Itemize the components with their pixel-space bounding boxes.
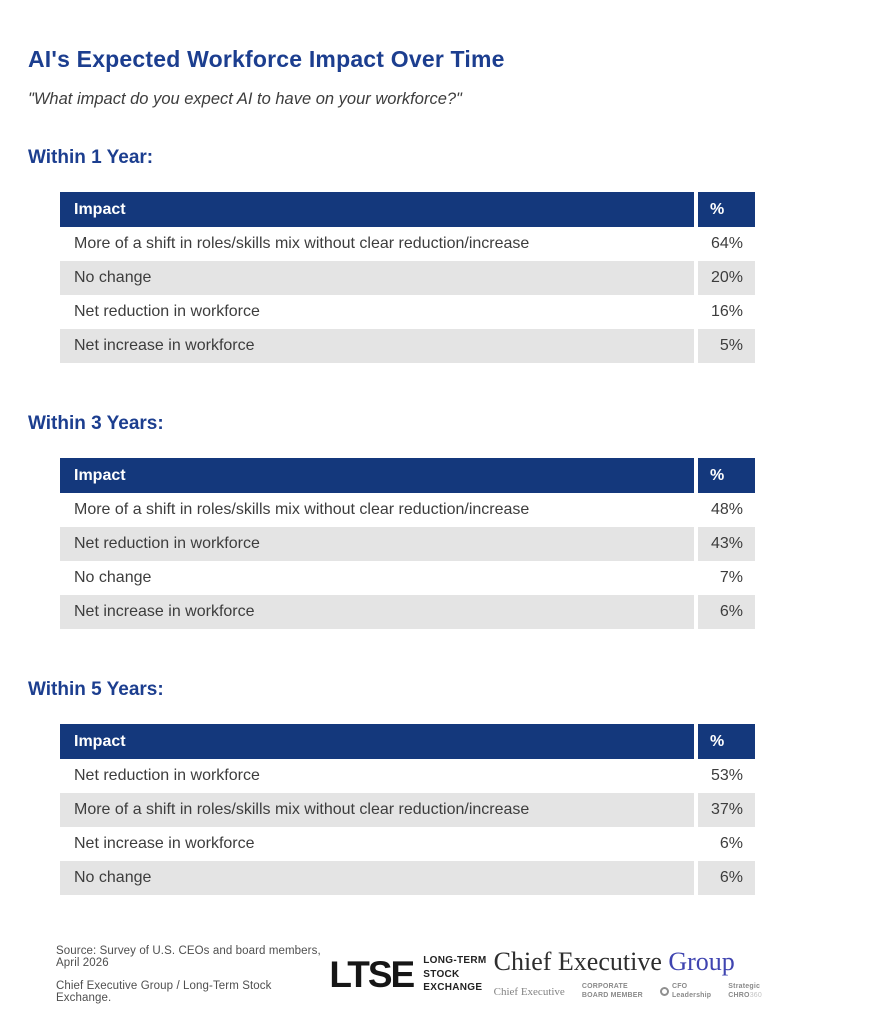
corporate-board-member-line-2: BOARD MEMBER xyxy=(581,991,643,999)
page-title: AI's Expected Workforce Impact Over Time xyxy=(28,46,505,72)
percent-cell: 53% xyxy=(696,759,755,793)
impact-cell: Net increase in workforce xyxy=(60,827,696,861)
impact-cell: Net reduction in workforce xyxy=(60,759,696,793)
table-row xyxy=(60,861,755,895)
cfo-leadership-text xyxy=(672,983,711,1001)
column-header-impact: Impact xyxy=(60,192,696,227)
percent-cell: 16% xyxy=(696,295,755,329)
section-heading: Within 5 Years: xyxy=(28,679,164,700)
impact-table-5-years xyxy=(60,724,755,895)
table-row xyxy=(60,261,755,295)
corporate-board-member-line-1: CORPORATE xyxy=(581,982,628,990)
footer xyxy=(28,945,857,1004)
percent-cell: 6% xyxy=(696,861,755,895)
table-row xyxy=(60,793,755,827)
strategic-chro-line-2 xyxy=(728,992,762,1001)
impact-cell: No change xyxy=(60,561,696,595)
impact-cell: More of a shift in roles/skills mix without clear reduction/increase xyxy=(60,793,696,827)
percent-cell: 7% xyxy=(696,561,755,595)
cfo-leadership-line-1: CFO xyxy=(671,982,688,990)
ceg-wordmark-dark: Chief Executive xyxy=(493,946,662,976)
source-line-2: Chief Executive Group / Long-Term Stock Exchange. xyxy=(56,980,272,1004)
table-row xyxy=(60,759,755,793)
column-header-impact: Impact xyxy=(60,724,696,759)
impact-table-1-year xyxy=(60,192,755,363)
ltse-logo xyxy=(329,954,493,995)
ceg-sub-cfo-leadership xyxy=(660,983,711,1001)
section-heading: Within 1 Year: xyxy=(28,147,154,168)
table-row xyxy=(60,329,755,363)
table-row xyxy=(60,295,755,329)
strategic-chro-line-1: Strategic xyxy=(728,982,761,990)
impact-cell: More of a shift in roles/skills mix without clear reduction/increase xyxy=(60,227,696,261)
ceg-wordmark-accent: Group xyxy=(668,946,735,976)
impact-table-3-years xyxy=(60,458,755,629)
ceg-sub-strategic-chro xyxy=(728,983,762,1001)
chief-executive-group-logo xyxy=(493,946,762,1001)
impact-cell: Net reduction in workforce xyxy=(60,527,696,561)
impact-cell: More of a shift in roles/skills mix without clear reduction/increase xyxy=(60,493,696,527)
table-header-row xyxy=(60,724,755,759)
ltse-tagline-line-2: STOCK EXCHANGE xyxy=(423,968,483,994)
impact-cell: Net increase in workforce xyxy=(60,329,696,363)
ceg-sub-corporate-board-member xyxy=(582,983,643,1001)
section-within-3-years xyxy=(28,413,857,629)
percent-cell: 6% xyxy=(696,595,755,629)
impact-cell: No change xyxy=(60,861,696,895)
section-within-1-year xyxy=(28,147,857,363)
ltse-wordmark: LTSE xyxy=(329,954,414,995)
column-header-percent: % xyxy=(696,458,755,493)
impact-cell: No change xyxy=(60,261,696,295)
impact-cell: Net reduction in workforce xyxy=(60,295,696,329)
percent-cell: 5% xyxy=(696,329,755,363)
table-header-row xyxy=(60,458,755,493)
table-header-row xyxy=(60,192,755,227)
table-row xyxy=(60,527,755,561)
cfo-leadership-line-2: Leadership xyxy=(671,991,712,999)
strategic-chro-text: CHRO xyxy=(728,991,750,999)
ltse-tagline xyxy=(423,954,493,995)
table-row xyxy=(60,227,755,261)
ceg-sub-brands xyxy=(494,983,762,1001)
impact-cell: Net increase in workforce xyxy=(60,595,696,629)
table-row xyxy=(60,561,755,595)
percent-cell: 64% xyxy=(696,227,755,261)
column-header-impact: Impact xyxy=(60,458,696,493)
table-row xyxy=(60,827,755,861)
column-header-percent: % xyxy=(696,192,755,227)
source-line-1: Source: Survey of U.S. CEOs and board members, April 2026 xyxy=(56,945,321,969)
strategic-chro-suffix: 360 xyxy=(749,991,762,999)
ceg-sub-chief-executive: Chief Executive xyxy=(493,985,565,998)
section-within-5-years xyxy=(28,679,857,895)
table-row xyxy=(60,595,755,629)
column-header-percent: % xyxy=(696,724,755,759)
table-row xyxy=(60,493,755,527)
cfo-leadership-ring-icon xyxy=(660,987,669,996)
percent-cell: 6% xyxy=(696,827,755,861)
percent-cell: 37% xyxy=(696,793,755,827)
survey-question-subtitle: "What impact do you expect AI to have on your workforce?" xyxy=(28,90,462,108)
percent-cell: 20% xyxy=(696,261,755,295)
section-heading: Within 3 Years: xyxy=(28,413,164,434)
ceg-wordmark xyxy=(493,946,762,976)
ltse-tagline-line-1: LONG-TERM xyxy=(423,955,487,967)
percent-cell: 43% xyxy=(696,527,755,561)
source-attribution xyxy=(56,945,329,1004)
percent-cell: 48% xyxy=(696,493,755,527)
